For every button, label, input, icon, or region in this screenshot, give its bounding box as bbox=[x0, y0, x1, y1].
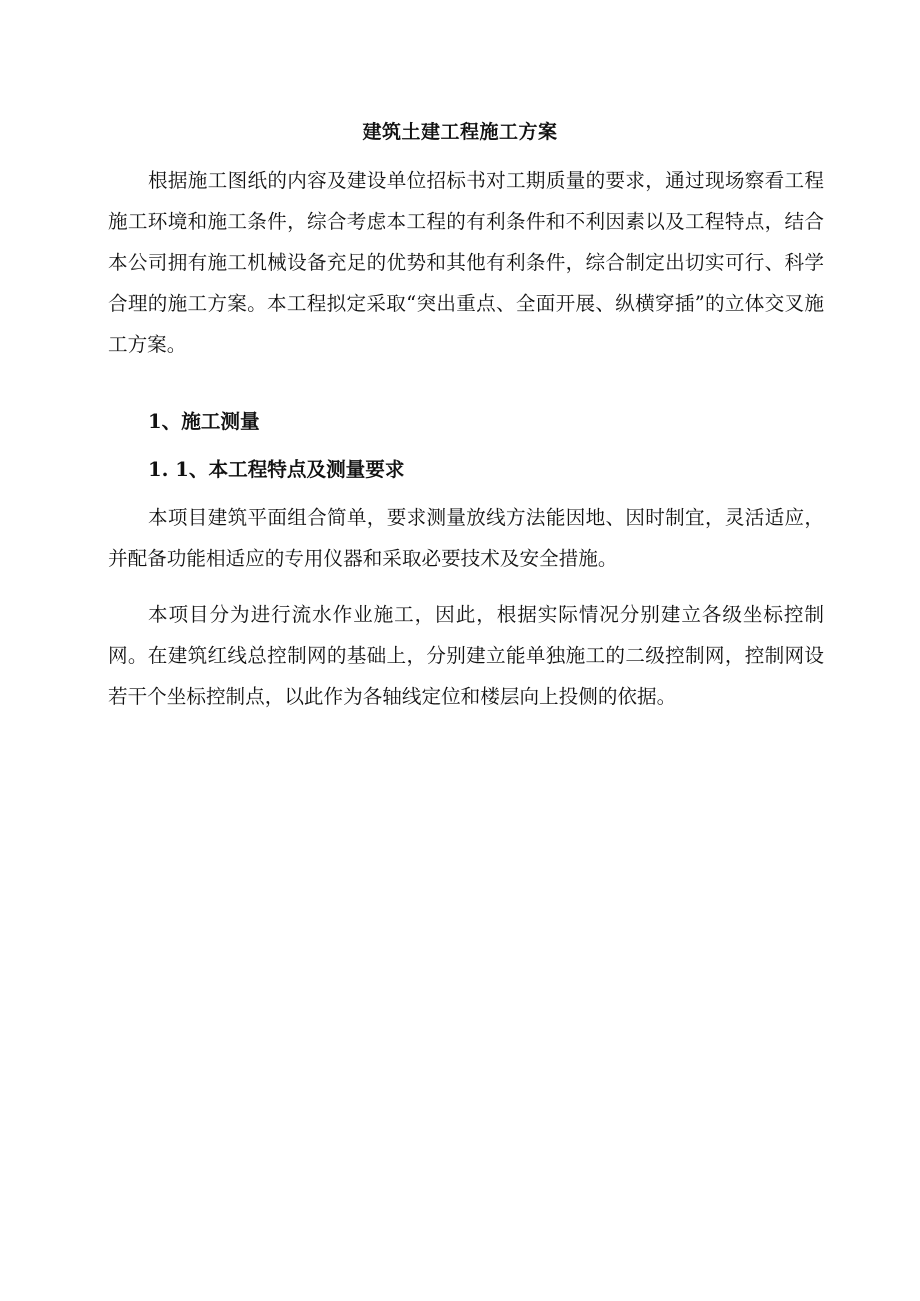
section-heading-survey: 1、施工测量 bbox=[148, 410, 260, 433]
subsection-heading-survey-requirements: 1. 1、本工程特点及测量要求 bbox=[148, 458, 405, 481]
intro-paragraph: 根据施工图纸的内容及建设单位招标书对工期质量的要求，通过现场察看工程施工环境和施工条件，综合考虑本工程的有利条件和不利因素以及工程特点，结合本公司拥有施工机械设备充足的优势和其他有利条件，综合制定出切实可行、科学合理的施工方案。本工程拟定采取“突出重点、全面开展、纵横穿插”的立体交叉施工方案。 bbox=[108, 169, 824, 356]
survey-paragraph-2: 本项目分为进行流水作业施工，因此，根据实际情况分别建立各级坐标控制网。在建筑红线总控制网的基础上，分别建立能单独施工的二级控制网，控制网设若干个坐标控制点，以此作为各轴线定位和楼层向上投侧的依据。 bbox=[108, 603, 824, 708]
survey-paragraph-1: 本项目建筑平面组合简单，要求测量放线方法能因地、因时制宜，灵活适应，并配备功能相适应的专用仪器和采取必要技术及安全措施。 bbox=[108, 506, 824, 570]
document-title: 建筑土建工程施工方案 bbox=[362, 121, 558, 143]
